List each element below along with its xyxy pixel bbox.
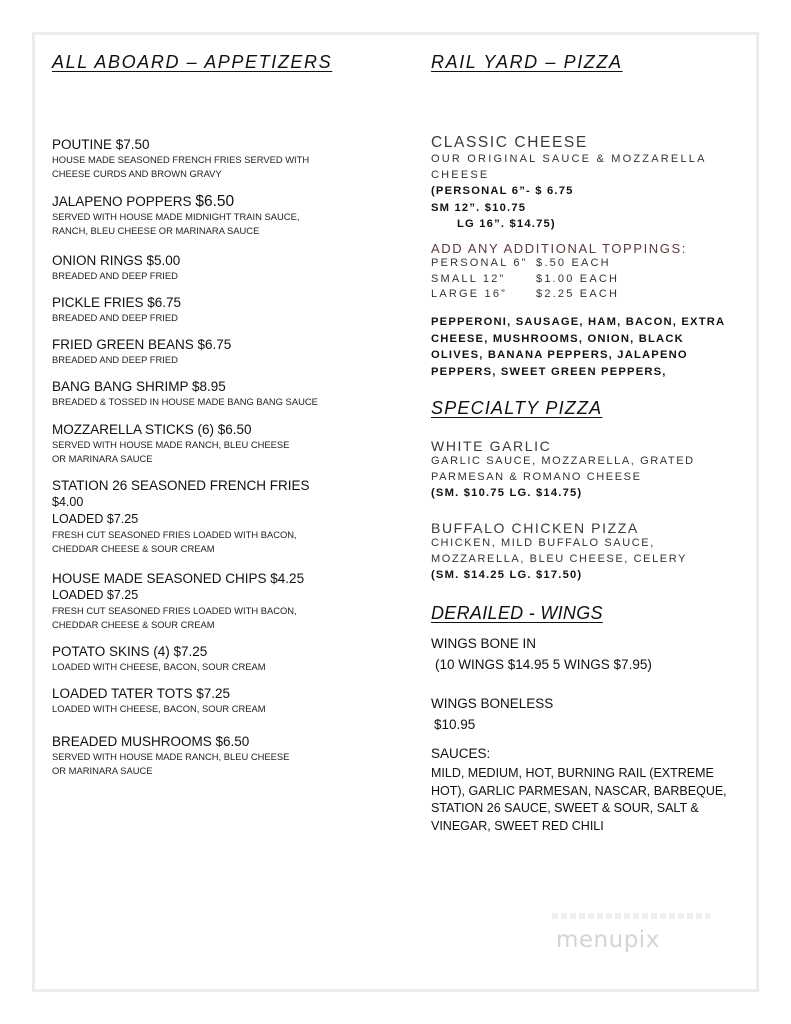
- specialty-title: WHITE GARLIC: [431, 438, 552, 454]
- toppings-title: ADD ANY ADDITIONAL TOPPINGS:: [431, 241, 687, 256]
- item-desc: CHEESE CURDS AND BROWN GRAVY: [52, 168, 222, 179]
- item-desc: FRESH CUT SEASONED FRIES LOADED WITH BACON,: [52, 529, 297, 540]
- item-desc: BREADED AND DEEP FRIED: [52, 312, 178, 323]
- pizza-price: (PERSONAL 6”- $ 6.75: [431, 185, 574, 197]
- item-price: $6.50: [195, 193, 235, 210]
- specialty-heading: SPECIALTY PIZZA: [431, 398, 603, 418]
- menu-item: [52, 136, 309, 181]
- item-desc: LOADED WITH CHEESE, BACON, SOUR CREAM: [52, 661, 266, 672]
- topping-price-row: LARGE 16” $2.25 EACH: [431, 288, 620, 300]
- item-name: BREADED MUSHROOMS $6.50: [52, 734, 250, 749]
- specialty-price: (SM. $10.75 LG. $14.75): [431, 487, 583, 499]
- pizza-desc: CHEESE: [431, 168, 490, 181]
- pizza-price: SM 12”. $10.75: [431, 201, 527, 214]
- item-loaded-price: LOADED $7.25: [52, 588, 139, 602]
- item-desc: FRESH CUT SEASONED FRIES LOADED WITH BACON,: [52, 605, 297, 616]
- menu-item: [52, 336, 231, 367]
- item-name: MOZZARELLA STICKS (6) $6.50: [52, 422, 252, 437]
- item-name: JALAPENO POPPERS $6.50: [52, 193, 235, 210]
- menu-item: [52, 733, 289, 778]
- toppings-line: OLIVES, BANANA PEPPERS, JALAPENO: [431, 349, 688, 361]
- menu-item: [52, 685, 266, 716]
- specialty-item: [431, 438, 695, 502]
- menu-item: [52, 477, 310, 556]
- specialty-desc: PARMESAN & ROMANO CHEESE: [431, 470, 642, 483]
- pizza-heading: RAIL YARD – PIZZA: [431, 52, 623, 72]
- item-desc: SERVED WITH HOUSE MADE RANCH, BLEU CHEESE: [52, 439, 290, 450]
- menu-item: [52, 193, 299, 238]
- toppings-line: PEPPERS, SWEET GREEN PEPPERS,: [431, 365, 667, 378]
- wings-bone-in-label: WINGS BONE IN: [431, 636, 537, 651]
- pizza-price: LG 16”. $14.75): [457, 218, 556, 230]
- item-desc: OR MARINARA SAUCE: [52, 765, 153, 776]
- item-desc: BREADED & TOSSED IN HOUSE MADE BANG BANG SAUCE: [52, 396, 318, 407]
- sauces-label: SAUCES:: [431, 746, 491, 761]
- item-loaded-price: LOADED $7.25: [52, 512, 139, 526]
- appetizers-heading: ALL ABOARD – APPETIZERS: [52, 52, 333, 72]
- item-desc: SERVED WITH HOUSE MADE RANCH, BLEU CHEESE: [52, 751, 290, 762]
- specialty-desc: MOZZARELLA, BLEU CHEESE, CELERY: [431, 552, 688, 565]
- menu-item: [52, 252, 180, 283]
- sauces-list: [431, 765, 727, 835]
- sauces-line: MILD, MEDIUM, HOT, BURNING RAIL (EXTREME: [431, 766, 714, 780]
- toppings-line: PEPPERONI, SAUSAGE, HAM, BACON, EXTRA: [431, 316, 726, 328]
- item-name: LOADED TATER TOTS $7.25: [52, 686, 231, 701]
- item-name: POTATO SKINS (4) $7.25: [52, 644, 208, 659]
- menu-item: [52, 643, 266, 674]
- item-name: HOUSE MADE SEASONED CHIPS $4.25: [52, 571, 305, 586]
- menu-item: [52, 570, 304, 632]
- toppings-list: [431, 314, 725, 380]
- item-desc: LOADED WITH CHEESE, BACON, SOUR CREAM: [52, 703, 266, 714]
- toppings-block: [431, 241, 687, 303]
- pizza-desc: OUR ORIGINAL SAUCE & MOZZARELLA: [431, 153, 707, 165]
- item-desc: BREADED AND DEEP FRIED: [52, 354, 178, 365]
- specialty-title: BUFFALO CHICKEN PIZZA: [431, 520, 639, 536]
- item-name: POUTINE $7.50: [52, 137, 150, 152]
- item-name: ONION RINGS $5.00: [52, 253, 181, 268]
- specialty-desc: GARLIC SAUCE, MOZZARELLA, GRATED: [431, 455, 695, 467]
- menu-item: [52, 294, 181, 325]
- item-desc: BREADED AND DEEP FRIED: [52, 270, 178, 281]
- wings-boneless-price: $10.95: [434, 717, 476, 732]
- sauces-line: VINEGAR, SWEET RED CHILI: [431, 818, 604, 833]
- menupix-watermark: menupix: [556, 927, 660, 953]
- item-name: BANG BANG SHRIMP $8.95: [52, 379, 226, 394]
- item-desc: CHEDDAR CHEESE & SOUR CREAM: [52, 543, 215, 554]
- item-name: FRIED GREEN BEANS $6.75: [52, 337, 232, 352]
- wings-boneless-label: WINGS BONELESS: [431, 696, 554, 711]
- item-desc: HOUSE MADE SEASONED FRENCH FRIES SERVED WITH: [52, 154, 310, 165]
- classic-cheese-block: [431, 134, 707, 233]
- toppings-line: CHEESE, MUSHROOMS, ONION, BLACK: [431, 332, 684, 345]
- wings-heading: DERAILED - WINGS: [431, 603, 603, 623]
- specialty-desc: CHICKEN, MILD BUFFALO SAUCE,: [431, 537, 655, 549]
- pizza-title: CLASSIC CHEESE: [431, 134, 588, 151]
- item-name: STATION 26 SEASONED FRENCH FRIES: [52, 478, 310, 493]
- item-desc: SERVED WITH HOUSE MADE MIDNIGHT TRAIN SAUCE,: [52, 211, 300, 222]
- specialty-price: (SM. $14.25 LG. $17.50): [431, 569, 583, 581]
- item-desc: OR MARINARA SAUCE: [52, 453, 153, 464]
- item-name: PICKLE FRIES $6.75: [52, 295, 182, 310]
- item-desc: CHEDDAR CHEESE & SOUR CREAM: [52, 619, 215, 630]
- topping-price-row: PERSONAL 6” $.50 EACH: [431, 257, 611, 269]
- sauces-line: STATION 26 SAUCE, SWEET & SOUR, SALT &: [431, 801, 699, 815]
- menu-item: [52, 378, 318, 409]
- specialty-item: [431, 520, 687, 584]
- sauces-line: HOT), GARLIC PARMESAN, NASCAR, BARBEQUE,: [431, 783, 727, 798]
- watermark-decoration: [552, 913, 710, 919]
- wings-bone-in-prices: (10 WINGS $14.95 5 WINGS $7.95): [435, 657, 652, 672]
- topping-price-row: SMALL 12” $1.00 EACH: [431, 272, 620, 285]
- item-desc: RANCH, BLEU CHEESE OR MARINARA SAUCE: [52, 225, 260, 236]
- item-price: $4.00: [52, 495, 84, 509]
- menu-item: [52, 421, 289, 466]
